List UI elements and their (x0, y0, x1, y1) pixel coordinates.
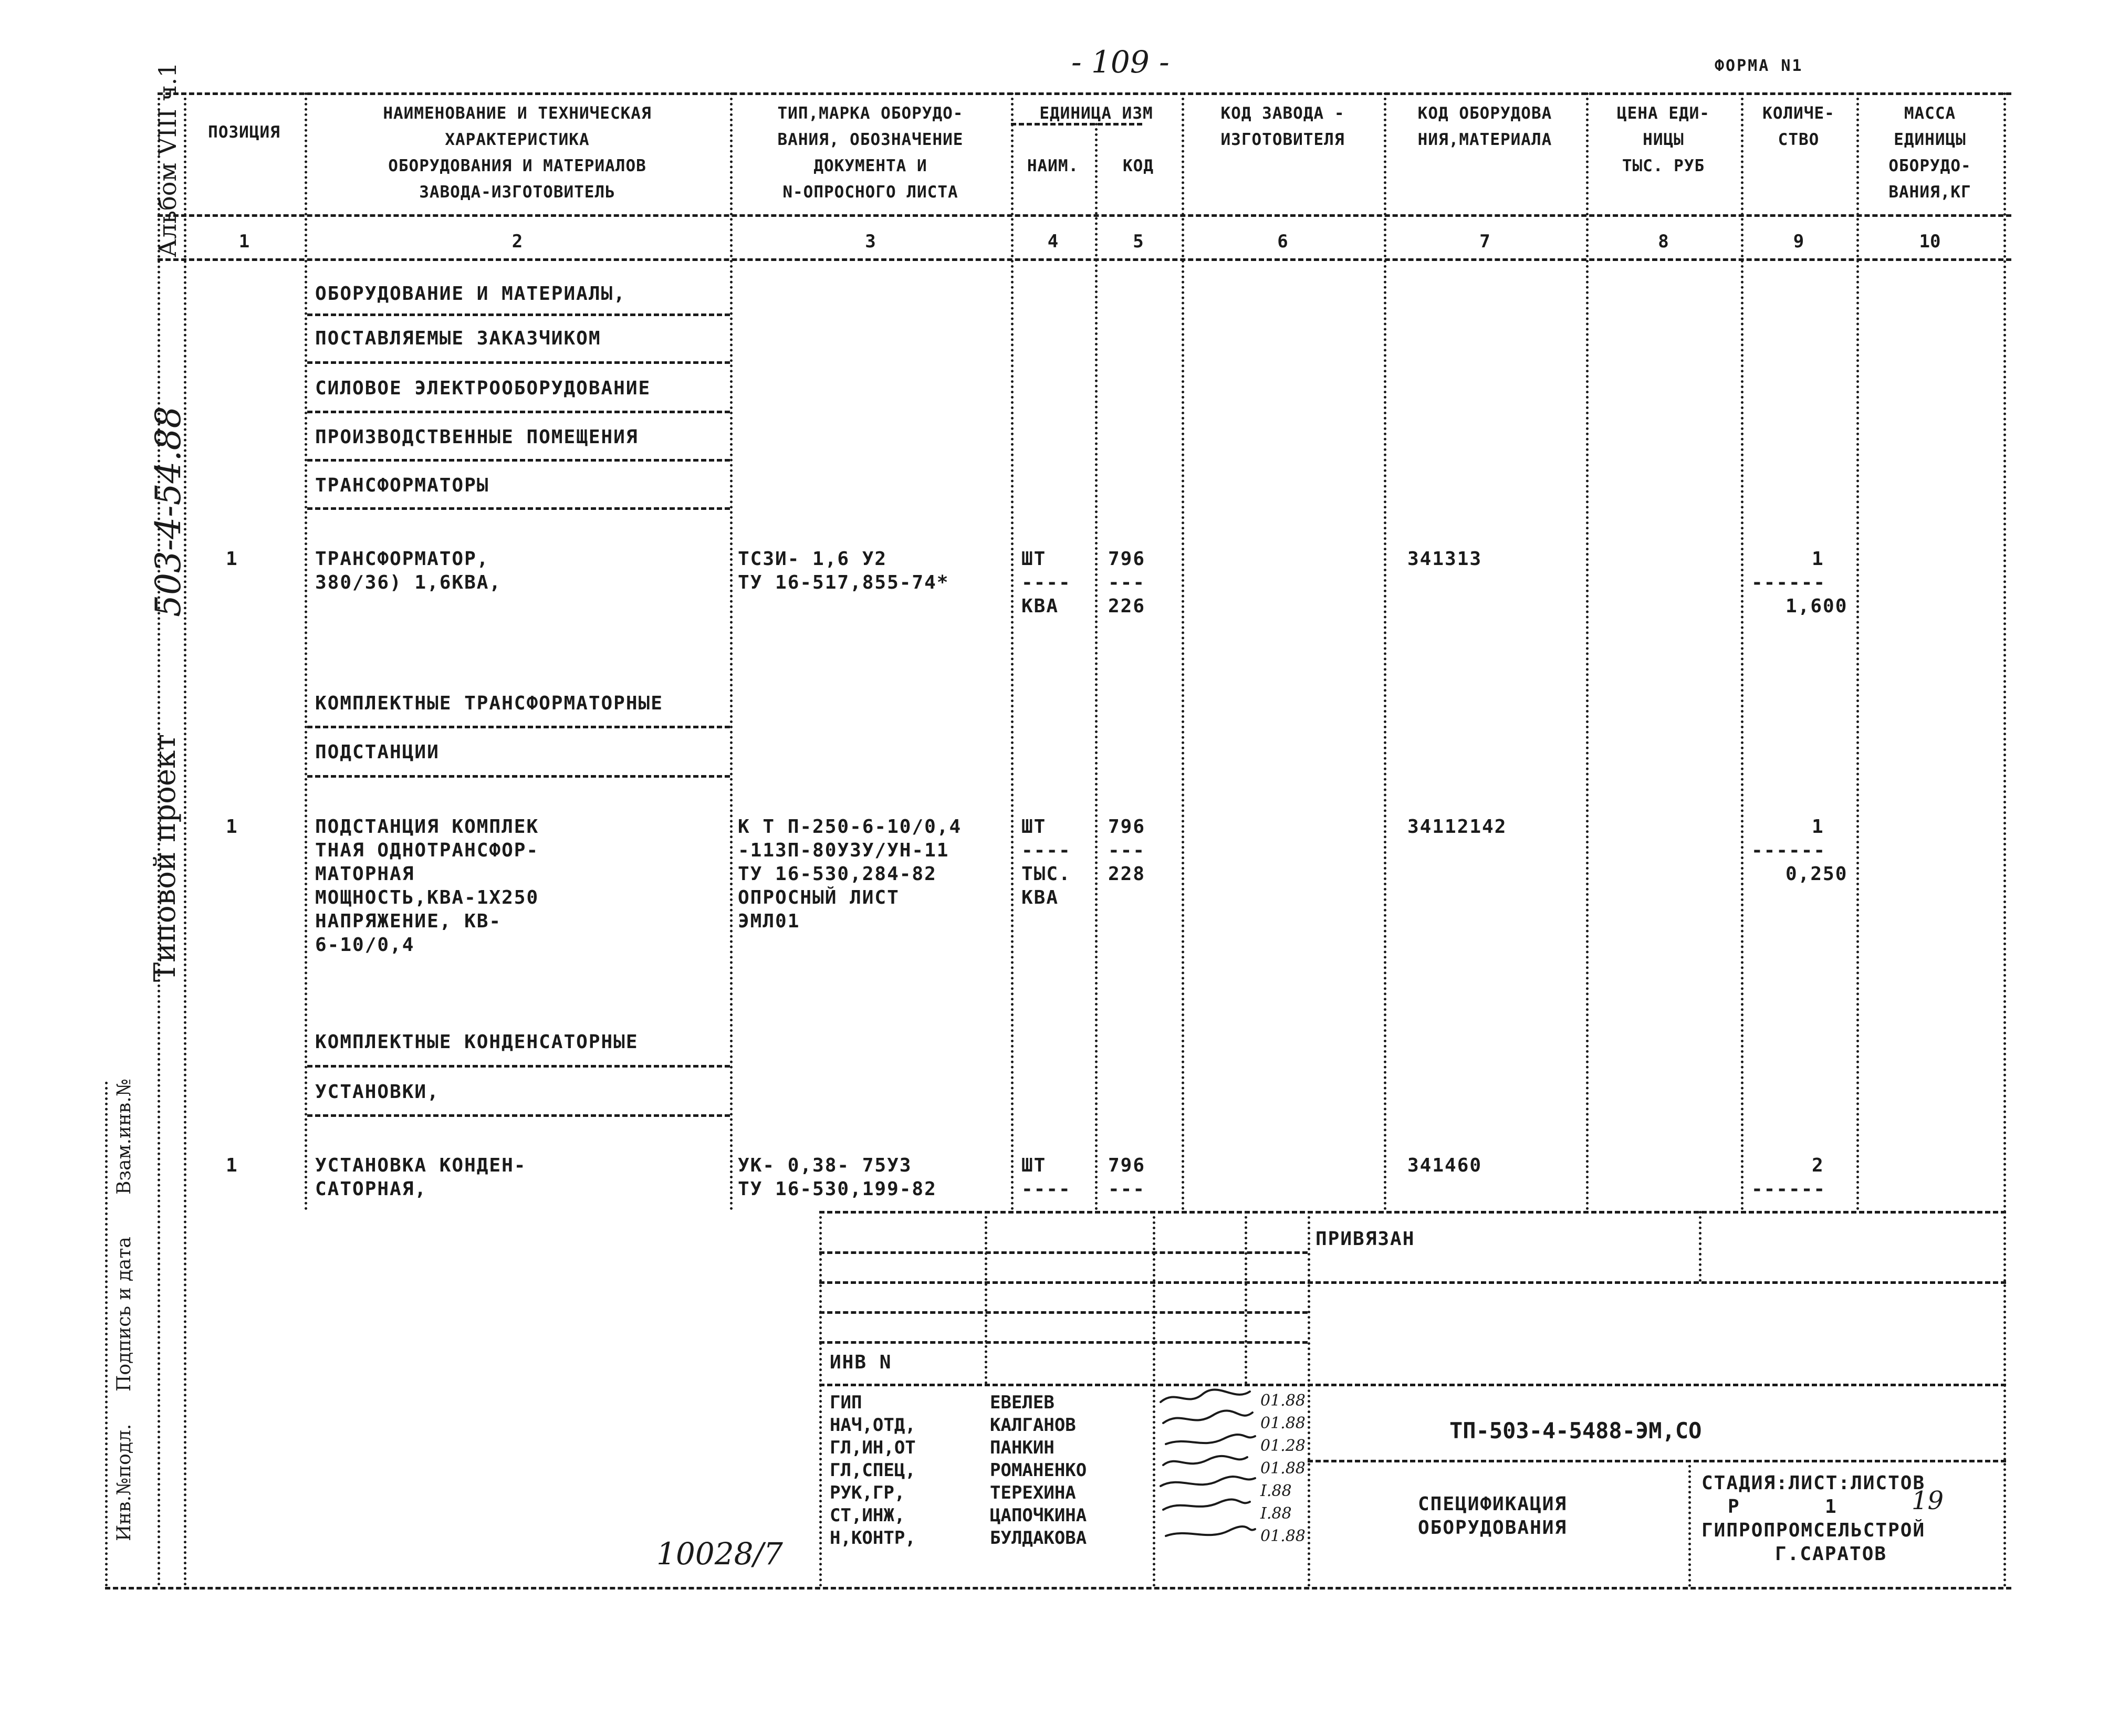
header-position: ПОЗИЦИЯ (208, 123, 280, 142)
form-label: ФОРМА N1 (1715, 57, 1803, 75)
stage-header: СТАДИЯ:ЛИСТ:ЛИСТОВ (1701, 1472, 1926, 1494)
section-heading: ТРАНСФОРМАТОРЫ (315, 475, 489, 496)
document-title-1: СПЕЦИФИКАЦИЯ (1418, 1493, 1568, 1515)
order-number: 10028/7 (656, 1536, 783, 1572)
section-heading: ПРОИЗВОДСТВЕННЫЕ ПОМЕЩЕНИЯ (315, 426, 639, 448)
inventory-label: ИНВ N (830, 1352, 892, 1373)
section-heading: ПОДСТАНЦИИ (315, 741, 440, 763)
stamp-vzam: Взам.инв.№ (113, 1079, 135, 1195)
project-label: Типовой проект (148, 734, 182, 982)
organization-name: ГИПРОПРОМСЕЛЬСТРОЙ (1701, 1520, 1926, 1541)
document-title-2: ОБОРУДОВАНИЯ (1418, 1517, 1568, 1539)
page-number: - 109 - (1071, 44, 1170, 80)
stage-value: Р (1728, 1496, 1740, 1518)
sheets-total: 19 (1912, 1486, 1944, 1515)
header-unit-code: КОД (1123, 156, 1154, 175)
album-label: Альбом VIII ч.1 (153, 62, 182, 257)
section-heading: УСТАНОВКИ, (315, 1081, 440, 1103)
sheet-value: 1 (1825, 1496, 1837, 1518)
section-heading: ПОСТАВЛЯЕМЫЕ ЗАКАЗЧИКОМ (315, 328, 601, 349)
section-heading: СИЛОВОЕ ЭЛЕКТРООБОРУДОВАНИЕ (315, 378, 651, 399)
organization-city: Г.САРАТОВ (1775, 1543, 1887, 1565)
stamp-inv: Инв.№подл. (113, 1424, 135, 1541)
section-heading: КОМПЛЕКТНЫЕ КОНДЕНСАТОРНЫЕ (315, 1031, 639, 1053)
section-heading: ОБОРУДОВАНИЕ И МАТЕРИАЛЫ, (315, 283, 626, 305)
document-code: ТП-503-4-5488-ЭМ,СО (1449, 1418, 1702, 1444)
header-unit-name: НАИМ. (1027, 156, 1079, 175)
project-code: 503-4-54.88 (148, 406, 189, 617)
privyazan-label: ПРИВЯЗАН (1315, 1228, 1415, 1250)
signature-scribbles (1155, 1386, 1260, 1554)
header-unit: ЕДИНИЦА ИЗМ (1039, 104, 1153, 123)
section-heading: КОМПЛЕКТНЫЕ ТРАНСФОРМАТОРНЫЕ (315, 693, 663, 714)
stamp-signature: Подпись и дата (113, 1237, 135, 1392)
